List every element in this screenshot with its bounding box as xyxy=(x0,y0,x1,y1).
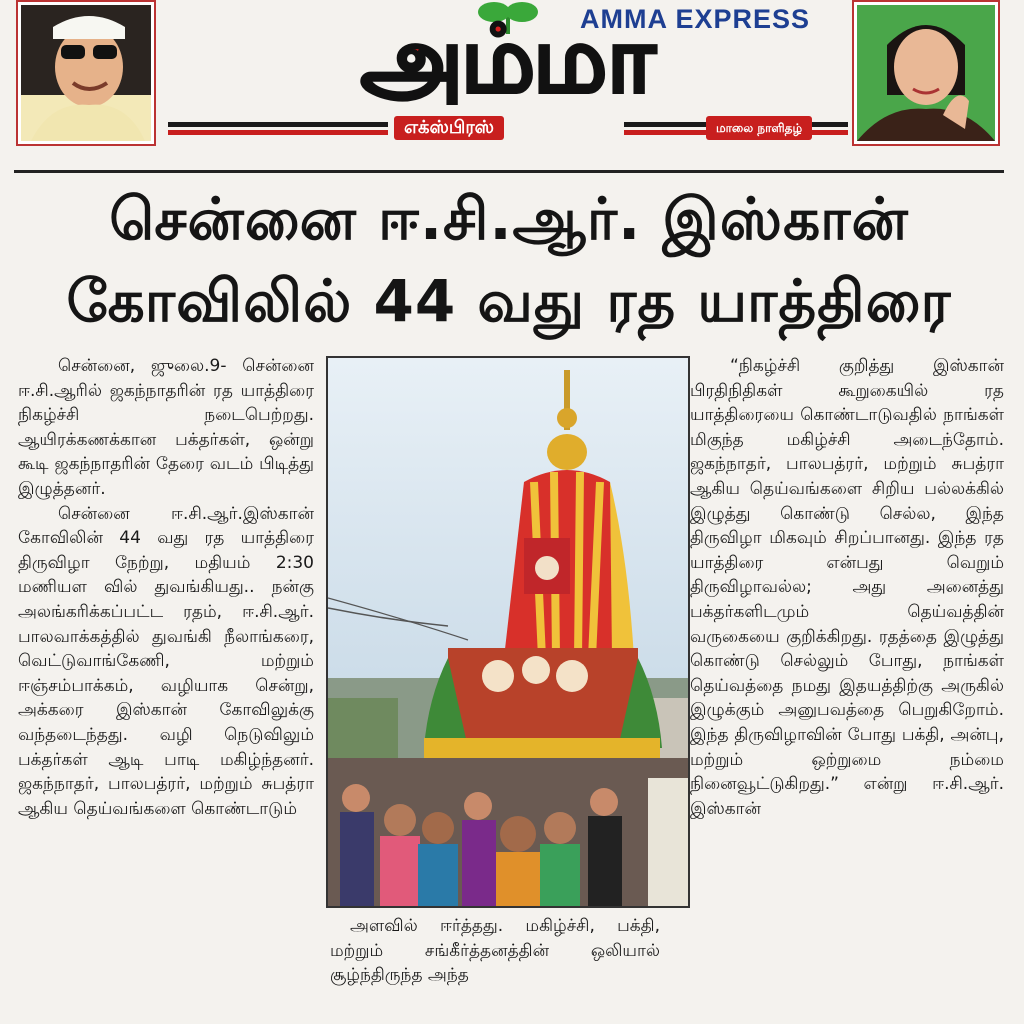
edition-tag: மாலை நாளிதழ் xyxy=(706,116,812,140)
rath-yatra-chariot-photo xyxy=(326,356,690,908)
portrait-left-illustration xyxy=(21,5,151,141)
article-column-right xyxy=(690,354,1004,821)
portrait-left-icon xyxy=(16,0,156,146)
left-paragraph-1: சென்னை, ஜுலை.9- சென்னை ஈ.சி.ஆரில் ஜகந்நாதரின் ரத யாத்திரை நிகழ்ச்சி நடைபெற்றது. ஆயிரக்கணக்கான பக்தர்கள், ஒன்று கூடி ஜகந்நாதரின் தேரை வடம் பிடித்து இழுத்தனர். xyxy=(18,356,314,499)
article-column-middle: அளவில் ஈர்த்தது. மகிழ்ச்சி, பக்தி, மற்றும் சங்கீர்த்தனத்தின் ஒலியால் சூழ்ந்திருந்த அந்த xyxy=(330,916,660,986)
headline-line-2: கோவிலில் 44 வது ரத யாத்திரை xyxy=(66,267,952,335)
headline-line-1: சென்னை ஈ.சி.ஆர். இஸ்கான் xyxy=(109,185,909,253)
chariot-photo-illustration xyxy=(328,358,688,906)
left-paragraph-2: சென்னை ஈ.சி.ஆர்.இஸ்கான் கோவிலின் 44 வது ரத யாத்திரை திருவிழா நேற்று, மதியம் 2:30 மணியள வில் துவங்கியது.. நன்கு அலங்கரிக்கப்பட்ட ரதம், ஈ.சி.ஆர். பாலவாக்கத்தில் துவங்கி நீலாங்கரை, வெட்டுவாங்கேணி, மற்றும் ஈஞ்சம்பாக்கம், வழியாக சென்று, அக்கரை இஸ்கான் கோவிலுக்கு வந்தடைந்தது. வழி நெடுவிலும் பக்தர்கள் ஆடி பாடி மகிழ்ந்தனர். ஜகந்நாதர், பாலபத்ரர், மற்றும் சுபத்ரா ஆகிய தெய்வங்களை கொண்டாடும் xyxy=(18,503,314,819)
brand-subtitle: எக்ஸ்பிரஸ் xyxy=(394,116,504,140)
right-paragraph-1: “நிகழ்ச்சி குறித்து இஸ்கான் பிரதிநிதிகள் கூறுகையில் ரத யாத்திரையை கொண்டாடுவதில் நாங்கள் மிகுந்த மகிழ்ச்சி அடைந்தோம். ஜகந்நாதர், பாலபத்ரர், மற்றும் சுபத்ரா ஆகிய தெய்வங்களை சிறிய பல்லக்கில் இழுத்து கொண்டு செல்ல, இந்த திருவிழா மிகவும் சிறப்பானது. இந்த ரத யாத்திரை என்பது வெறும் திருவிழாவல்ல; அது அனைத்து பக்தர்களிடமும் தெய்வத்தின் வருகையை குறிக்கிறது. ரதத்தை இழுத்து கொண்டு செல்லும் போது, நாங்கள் தெய்வத்தை நமது இதயத்திற்கு அருகில் இழுக்கும் அனுபவத்தை பெறுகிறோம். இந்த திருவிழாவின் போது பக்தி, அன்பு, மற்றும் ஒற்றுமை நம்மை நினைவூட்டுகிறது.” என்று ஈ.சி.ஆர். இஸ்கான் xyxy=(690,356,1004,819)
portrait-right-illustration xyxy=(857,5,995,141)
article-column-left xyxy=(18,354,314,821)
portrait-right-icon xyxy=(852,0,1000,146)
brand-english: AMMA EXPRESS xyxy=(580,4,811,34)
masthead xyxy=(0,0,1024,160)
article-headline xyxy=(14,178,1004,342)
brand-tamil-logo: அம்மா xyxy=(360,6,654,113)
masthead-divider xyxy=(14,170,1004,173)
